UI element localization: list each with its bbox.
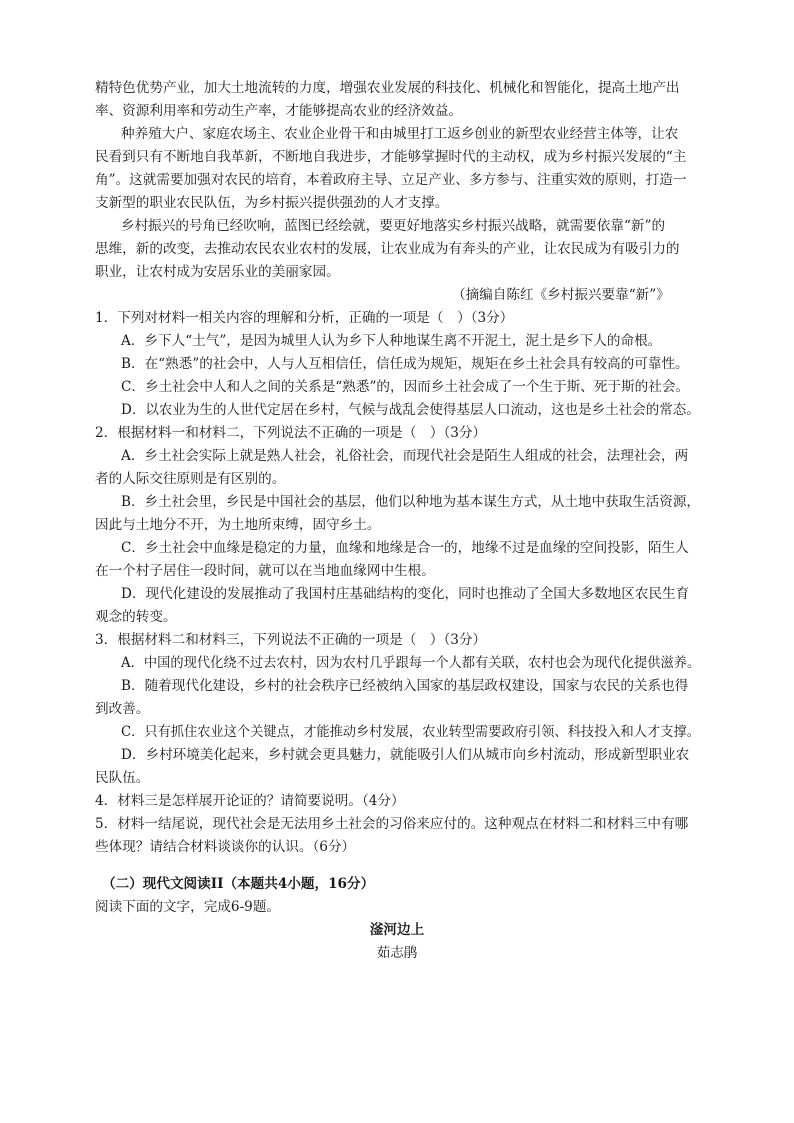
section-instruction: 阅读下面的文字，完成6-9题。 — [95, 899, 281, 915]
q3-option-b-line-1: B．随着现代化建设，乡村的社会秩序已经被纳入国家的基层政权建设，国家与农民的关系也得 — [121, 678, 689, 694]
section-heading: （二）现代文阅读II（本题共4小题，16分） — [102, 876, 375, 892]
q1-option-c: C．乡土社会中人和人之间的关系是“熟悉”的，因而乡土社会成了一个生于斯、死于斯的社会。 — [121, 379, 690, 395]
q1-option-a: A．乡下人“土气”，是因为城里人认为乡下人种地谋生离不开泥土，泥土是乡下人的命根。 — [121, 333, 662, 349]
q2-option-b-line-1: B．乡土社会里，乡民是中国社会的基层，他们以种地为基本谋生方式，从土地中获取生活资源， — [121, 494, 700, 510]
q2-option-d-line-2: 观念的转变。 — [95, 609, 177, 625]
material3-line-8: 思维，新的改变，去推动农民农业农村的发展，让农业成为有奔头的产业，让农民成为有吸引力的 — [95, 241, 680, 257]
q4-stem: 4．材料三是怎样展开论证的？请简要说明。（4分） — [95, 793, 405, 809]
q3-option-b-line-2: 到改善。 — [95, 701, 150, 717]
story-author: 茹志鹃 — [376, 945, 418, 961]
q2-option-c-line-1: C．乡土社会中血缘是稳定的力量，血缘和地缘是合一的，地缘不过是血缘的空间投影，陌生人 — [121, 540, 689, 556]
q5-stem-line-2: 些体现？请结合材料谈谈你的认识。（6分） — [95, 839, 356, 855]
material3-source: （摘编自陈红《乡村振兴要靠“新”》 — [452, 287, 670, 303]
q2-stem: 2．根据材料一和材料二，下列说法不正确的一项是（ ）（3分） — [95, 425, 487, 441]
q1-option-d: D．以农业为生的人世代定居在乡村，气候与战乱会使得基层人口流动，这也是乡土社会的常态。 — [121, 402, 700, 418]
q3-stem: 3．根据材料二和材料三，下列说法不正确的一项是（ ）（3分） — [95, 632, 487, 648]
q2-option-c-line-2: 在一个村子居住一段时间，就可以在当地血缘网中生根。 — [95, 563, 435, 579]
material3-line-5: 角”。这就需要加强对农民的培育，本着政府主导、立足产业、多方参与、注重实效的原则，打造一 — [95, 172, 687, 188]
q2-option-b-line-2: 因此与土地分不开，为土地所束缚，固守乡土。 — [95, 517, 381, 533]
material3-line-7: 乡村振兴的号角已经吹响，蓝图已经绘就，要更好地落实乡村振兴战略，就需要依靠“新”的 — [121, 218, 666, 234]
q2-option-a-line-1: A．乡土社会实际上就是熟人社会，礼俗社会，而现代社会是陌生人组成的社会，法理社会，两 — [121, 448, 689, 464]
q1-option-b: B．在“熟悉”的社会中，人与人互相信任，信任成为规矩，规矩在乡土社会具有较高的可靠性。 — [121, 356, 689, 372]
material3-line-6: 支新型的职业农民队伍，为乡村振兴提供强劲的人才支撑。 — [95, 195, 449, 211]
q3-option-c: C．只有抓住农业这个关键点，才能推动乡村发展，农业转型需要政府引领、科技投入和人才支撑。 — [121, 724, 700, 740]
material3-line-2: 率、资源利用率和劳动生产率，才能够提高农业的经济效益。 — [95, 103, 463, 119]
material3-line-4: 民看到只有不断地自我革新，不断地自我进步，才能够掌握时代的主动权，成为乡村振兴发展的“主 — [95, 149, 687, 165]
material3-line-1: 精特色优势产业，加大土地流转的力度，增强农业发展的科技化、机械化和智能化，提高土地产出 — [95, 80, 680, 96]
q5-stem-line-1: 5．材料一结尾说，现代社会是无法用乡土社会的习俗来应付的。这种观点在材料二和材料三中有哪 — [95, 816, 689, 832]
q3-option-d-line-2: 民队伍。 — [95, 770, 150, 786]
q1-stem: 1．下列对材料一相关内容的理解和分析，正确的一项是（ ）（3分） — [95, 310, 514, 326]
q3-option-d-line-1: D．乡村环境美化起来，乡村就会更具魅力，就能吸引人们从城市向乡村流动，形成新型职业农 — [121, 747, 690, 763]
material3-line-9: 职业，让农村成为安居乐业的美丽家园。 — [95, 264, 340, 280]
q3-option-a: A．中国的现代化绕不过去农村，因为农村几乎跟每一个人都有关联，农村也会为现代化提供滋养。 — [121, 655, 701, 671]
q2-option-d-line-1: D．现代化建设的发展推动了我国村庄基础结构的变化，同时也推动了全国大多数地区农民生育 — [121, 586, 690, 602]
material3-line-3: 种养殖大户、家庭农场主、农业企业骨干和由城里打工返乡创业的新型农业经营主体等，让农 — [121, 126, 679, 142]
q2-option-a-line-2: 者的人际交往原则是有区别的。 — [95, 471, 286, 487]
story-title: 滏河边上 — [369, 922, 425, 938]
